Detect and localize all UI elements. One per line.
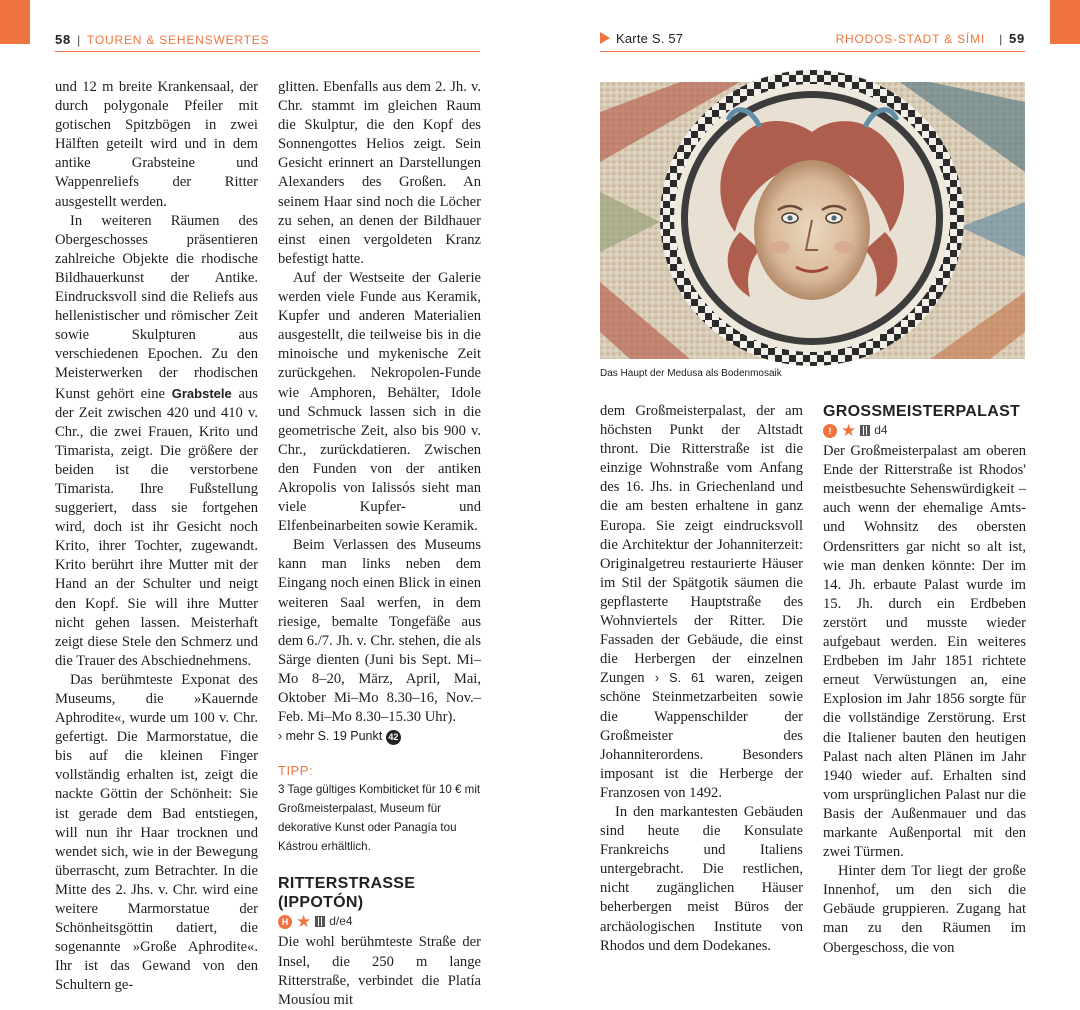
text-column-2 [278,78,481,1010]
info-icon: ! [823,424,837,438]
text-column-1 [55,78,258,996]
section-name-left: TOUREN & SEHENSWERTES [86,33,270,47]
paragraph: Das berühmteste Exponat des Museums, die »Kauernde Aphrodite«, wurde um 100 v. Chr. gefertigt. Die Marmorstatue, die bis auf die kleinen Finger vollständig erhalten ist, zeigt die nackte Göttin der Schönheit: Sie ist gerade dem Bad entstiegen, will nun ihr Haar trocknen und wendet sich, wie in der Bewegung überrascht, zum Betrachter. In die Mitte des 2. Jhs. v. Chr. wird eine weitere Marmorstatue der Schönheitsgöttin datiert, die sogenannte »Große Aphrodite«. Ihr ist das Gewand von den Schultern ge- [55,671,258,994]
map-grid-reference: d/e4 [329,914,353,929]
header-separator: | [77,33,81,47]
paragraph: In weiteren Räumen des Obergeschosses präsentieren zahlreiche Objekte die rhodische Bildhauerkunst der Antike. Eindrucksvoll sind die Reliefs aus hellenistischer und römischer Zeit sowie Skulpturen aus verschiedenen Epochen. Zu den Meisterwerken der rhodischen Kunst gehört eine Grabstele aus der Zeit zwischen 420 und 410 v. Chr., die zwei Frauen, Krito und Timarista, zeigt. Die größere der beiden ist die verstorbene Timarista. Ihre Fußstellung suggeriert, dass sie fortgehen wird, doch ist ihr Gesicht noch Krito, ihrer Tochter, zugewandt. Krito berührt ihre Mutter mit der Hand an der Schulter und neigt den Kopf. Sie will ihre Mutter nicht gehen lassen. Meisterhaft zeigt diese Stele den Schmerz und die Trauer des Abschiednehmens. [55,212,258,669]
paragraph: dem Großmeisterpalast, der am höchsten Punkt der Altstadt thront. Die Ritterstraße ist die einzige Wohnstraße vom Anfang des 16. Jhs. in Griechenland und die am besten erhaltene in ganz Europa. Sie zeigt eindrucksvoll die Architektur der Johanniterzeit: Originalgetreu restaurierte Häuser im Stil der Spätgotik säumen die gepflasterte Hauptstraße des Wohnviertels der Ritter. Die Fassaden der Gebäude, die einst die Herbergen der einzelnen Zungen › S. 61 waren, zeigen schöne Steinmetzarbeiten sowie die Wappenschilder der Großmeister des Johanniterordens. Besonders imposant ist die Herberge der Franzosen von 1492. [600,403,803,801]
section-heading-ritterstrasse: RITTERSTRASSE (IPPOTÓN) [278,875,416,912]
section-heading-grossmeisterpalast: GROSSMEISTERPALAST [823,403,1021,420]
mosaic-illustration [600,82,1025,359]
paragraph: glitten. Ebenfalls aus dem 2. Jh. v. Chr. stammt im gleichen Raum die Skulptur, die den Kopf des Sonnengottes Helios zeigt. Sein Gesicht erinnert an Darstellungen Alexanders des Großen. An seinem Haar sind noch die Löcher zu sehen, an denen der Bildhauer einst einen vergoldeten Kranz befestigt hatte. [278,79,481,267]
page-cross-reference[interactable]: › S. 61 [654,671,706,686]
page-number-right: 59 [1008,31,1025,46]
tip-text: 3 Tage gültiges Kombiticket für 10 € mit Großmeisterpalast, Museum für dekorative Kunst oder Panagía tou Kástrou erhältlich. [278,783,481,854]
arrow-right-icon [600,32,610,44]
map-grid-icon [860,425,870,436]
map-reference[interactable] [600,31,683,46]
photo-caption: Das Haupt der Medusa als Bodenmosaik [600,368,782,379]
tip-title: TIPP: [278,763,314,779]
highlight-icon: H [278,915,292,929]
page-number-left: 58 [55,32,72,47]
running-header-left [55,32,480,52]
point-badge: 42 [386,730,401,745]
paragraph: Der Großmeisterpalast am oberen Ende der Ritterstraße ist Rhodos' meistbesuchte Sehenswürdigkeit – auch wenn der ehemalige Amts- und Wohnsitz des obersten Ordensritters gar nicht so alt ist, wie man denken könnte: Der im 14. Jh. erbaute Palast wurde im 15. Jh. durch ein Erdbeben zerstört und musste wieder aufgebaut werden. Ein weiteres Erdbeben im Jahr 1851 richtete erneut Verwüstungen an, eine Explosion im Jahr 1856 sorgte für die vollständige Zerstörung. Erst die Italiener bauten den heutigen Palast nach alten Plänen im Jahr 1940 wieder auf. Erhalten sind vom ursprünglichen Palast nur die Basis der Außenmauer und das markante Außenportal mit den zwei Türmen. [823,443,1026,861]
page-edge-tab-right [1050,0,1080,44]
tip-box [278,761,481,856]
more-reference[interactable]: › mehr S. 19 Punkt 42 [278,727,481,746]
section-icons [278,912,481,931]
paragraph: und 12 m breite Krankensaal, der durch polygonale Pfeiler mit gotischen Spitzbögen in zwei Hälften geteilt wird und in dem antike Grabsteine und Wappenreliefs der Ritter ausgestellt werden. [55,79,258,210]
map-reference-text: Karte S. 57 [616,31,684,46]
star-icon: ★ [841,420,857,440]
highlight-term: Grabstele [171,385,232,401]
section-name-right: RHODOS-STADT & SÍMI [835,32,985,46]
text-column-3 [600,402,803,956]
map-grid-reference: d4 [874,423,888,438]
map-grid-icon [315,916,325,927]
paragraph: In den markantesten Gebäuden sind heute die Konsulate Frankreichs und Italiens untergebracht. Die restlichen, nicht zugänglichen Häuser beherbergen meist Büros der archäologischen Institute von Rhodos und dem Dodekanes. [600,803,803,954]
page-edge-tab-left [0,0,30,44]
running-header-right [600,32,1025,52]
star-icon: ★ [296,911,312,931]
text-column-4 [823,402,1026,958]
paragraph: Die wohl berühmteste Straße der Insel, die 250 m lange Ritterstraße, verbindet die Platía Mousíou mit [278,934,481,1008]
medusa-mosaic-photo [600,82,1025,359]
header-separator: | [999,32,1003,46]
section-icons [823,421,1026,440]
paragraph: Beim Verlassen des Museums kann man links neben dem Eingang noch einen Blick in einen weiteren Saal werfen, in dem riesige, bemalte Tongefäße aus dem 6./7. Jh. v. Chr. stehen, die als Särge dienten (Juni bis Sept. Mi–Mo 8–20, März, April, Mai, Oktober Mi–Mo 8.30–16, Nov.–Feb. Mi–Mo 8.30–15.30 Uhr). [278,537,481,726]
paragraph: Auf der Westseite der Galerie werden viele Funde aus Keramik, Kupfer und anderen Materialien ausgestellt, die teilweise bis in die minoische und mykenische Zeit zurückgehen. Nekropolen-Funde wie Amphoren, Behälter, Idole und Schmuck lassen sich in die geometrische Zeit, also bis 900 v. Chr., zurückdatieren. Zwischen den Funden von der antiken Akropolis von Ialissós sieht man viele Kupfer- und Elfenbeinarbeiten sowie Keramik. [278,269,481,535]
paragraph: Hinter dem Tor liegt der große Innenhof, um den sich die Gebäude gruppieren. Zugang hat man zu den Räumen im Obergeschoss, die von [823,863,1026,956]
